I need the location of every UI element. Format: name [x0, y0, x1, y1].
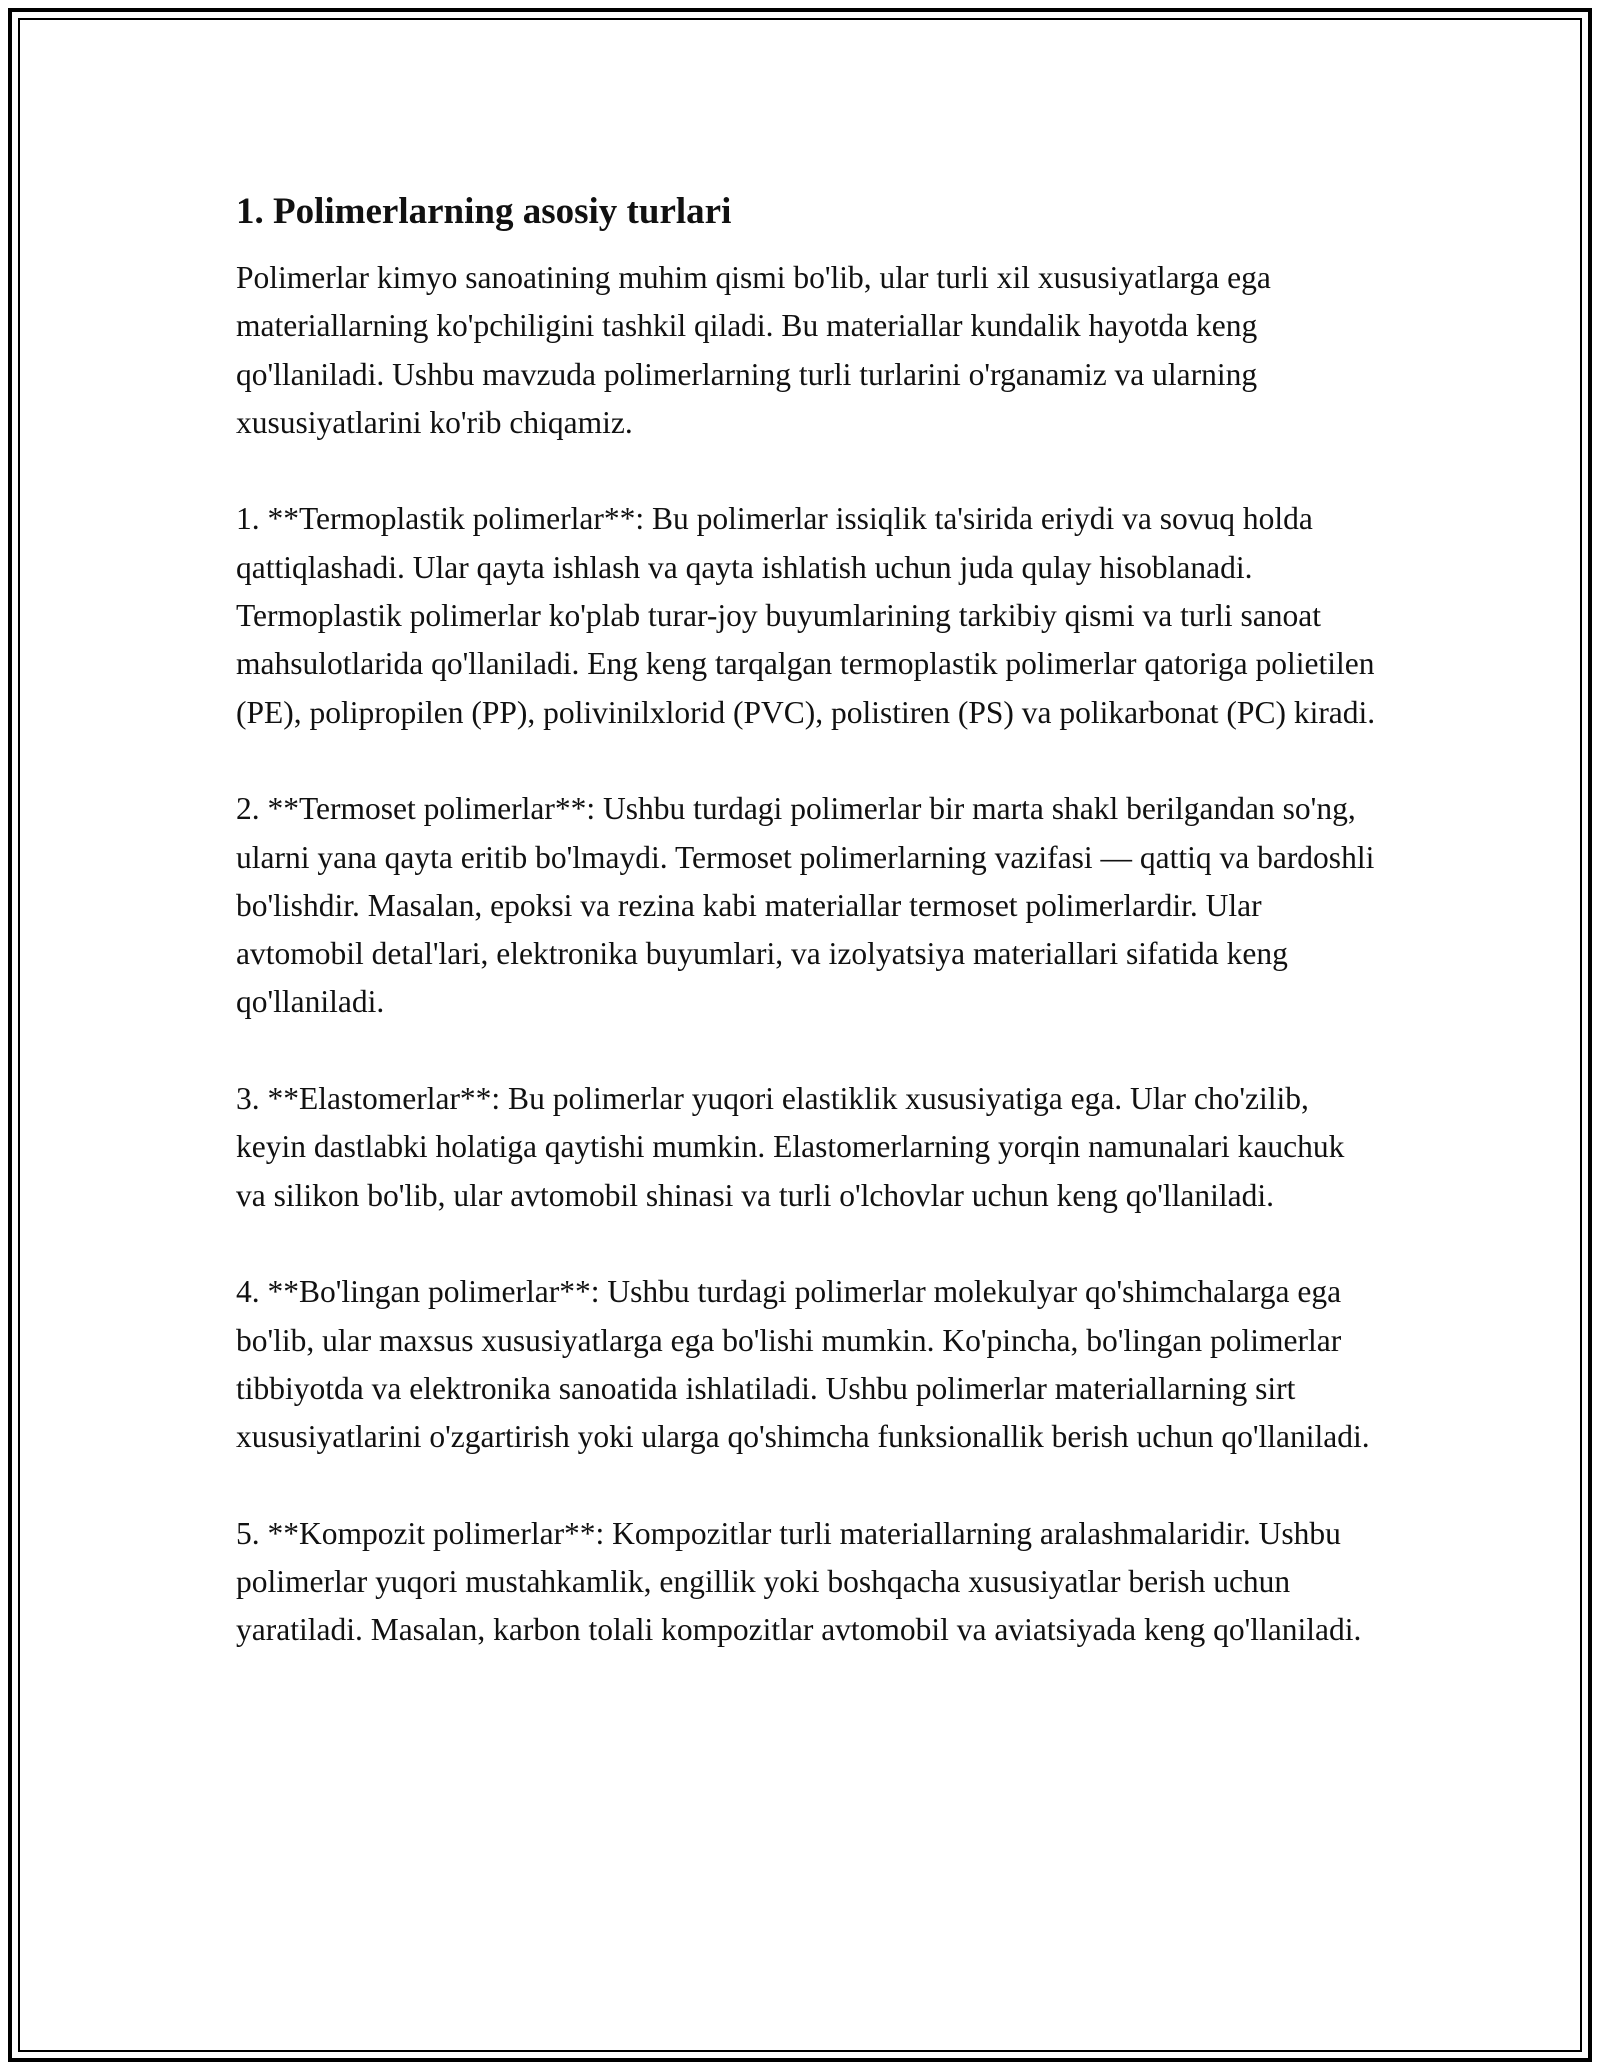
list-item-termoset: 2. **Termoset polimerlar**: Ushbu turdagi polimerlar bir marta shakl berilgandan so'ng, ularni yana qayta eritib bo'lmaydi. Termoset polimerlarning vazifasi — qattiq va bardoshli bo'lishdir. Masalan, epoksi va rezina kabi materiallar termoset polimerlardir. Ular avtomobil detal'lari, elektronika buyumlari, va izolyatsiya materiallari sifatida keng qo'llaniladi. — [236, 791, 1375, 1020]
list-item-kompozit: 5. **Kompozit polimerlar**: Kompozitlar turli materiallarning aralashmalaridir. Ushbu polimerlar yuqori mustahkamlik, engillik yoki boshqacha xususiyatlar berish uchun yaratiladi. Masalan, karbon tolali kompozitlar avtomobil va aviatsiyada keng qo'llaniladi. — [236, 1515, 1362, 1648]
section-title: 1. Polimerlarning asosiy turlari — [236, 191, 732, 232]
document-body — [236, 188, 1376, 1655]
list-item-elastomerlar: 3. **Elastomerlar**: Bu polimerlar yuqori elastiklik xususiyatiga ega. Ular cho'zilib, keyin dastlabki holatiga qaytishi mumkin. Elastomerlarning yorqin namunalari kauchuk va silikon bo'lib, ular avtomobil shinasi va turli o'lchovlar uchun keng qo'llaniladi. — [236, 1081, 1345, 1213]
list-item-bolingan: 4. **Bo'lingan polimerlar**: Ushbu turdagi polimerlar molekulyar qo'shimchalarga ega bo'lib, ular maxsus xususiyatlarga ega bo'lishi mumkin. Ko'pincha, bo'lingan polimerlar tibbiyotda va elektronika sanoatida ishlatiladi. Ushbu polimerlar materiallarning sirt xususiyatlarini o'zgartirish yoki ularga qo'shimcha funksionallik berish uchun qo'llaniladi. — [236, 1274, 1370, 1455]
intro-paragraph: Polimerlar kimyo sanoatining muhim qismi bo'lib, ular turli xil xususiyatlarga ega materiallarning ko'pchiligini tashkil qiladi. Bu materiallar kundalik hayotda keng qo'llaniladi. Ushbu mavzuda polimerlarning turli turlarini o'rganamiz va ularning xususiyatlarini ko'rib chiqamiz. — [236, 260, 1271, 440]
list-item-termoplastik: 1. **Termoplastik polimerlar**: Bu polimerlar issiqlik ta'sirida eriydi va sovuq holda qattiqlashadi. Ular qayta ishlash va qayta ishlatish uchun juda qulay hisoblanadi. Termoplastik polimerlar ko'plab turar-joy buyumlarining tarkibiy qismi va turli sanoat mahsulotlarida qo'llaniladi. Eng keng tarqalgan termoplastik polimerlar qatoriga polietilen (PE), polipropilen (PP), polivinilxlorid (PVC), polistiren (PS) va polikarbonat (PC) kiradi. — [236, 501, 1376, 730]
